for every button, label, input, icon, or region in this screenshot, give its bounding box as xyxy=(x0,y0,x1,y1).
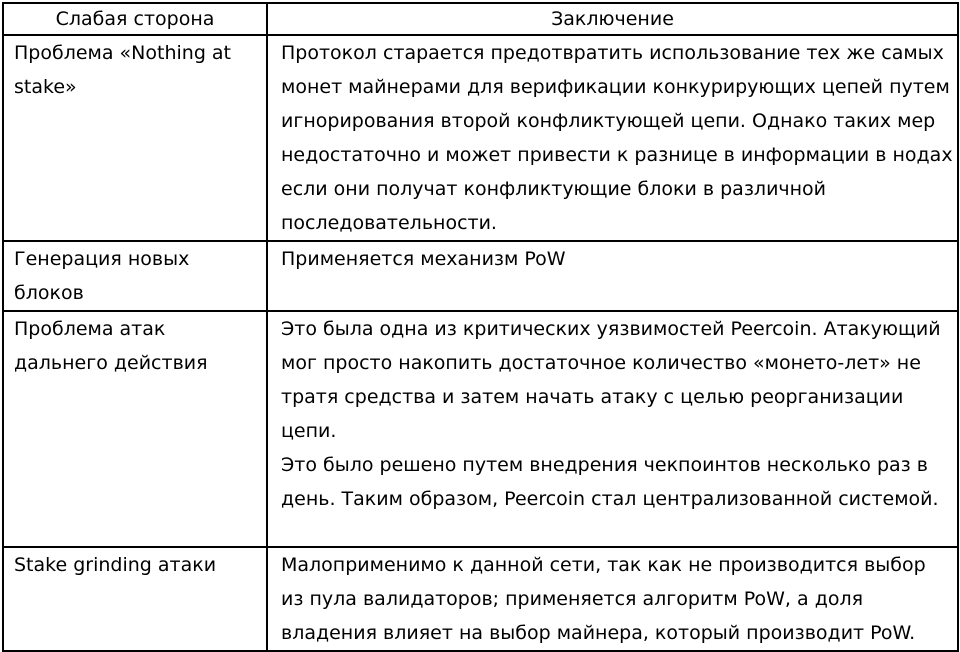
conclusion-paragraph: Протокол старается предотвратить использование тех же самых монет майнерами для верификации конкурирующих цепей путем игнорирования второй конфликтующей цепи. Однако таких мер недостаточно и может привести к разнице в информации в нодах если они получат конфликтующие блоки в различной последовательности. xyxy=(281,42,953,234)
conclusion-cell xyxy=(267,311,958,547)
table-row xyxy=(3,547,958,651)
table-row xyxy=(3,241,958,311)
weakness-cell: Генерация новых блоков xyxy=(3,241,267,311)
weakness-cell: Stake grinding атаки xyxy=(3,547,267,651)
conclusion-paragraph: Малоприменимо к данной сети, так как не производится выбор из пула валидаторов; применяется алгоритм PoW, а доля владения влияет на выбор майнера, который производит PoW. xyxy=(281,554,926,644)
conclusion-cell xyxy=(267,35,958,241)
conclusion-cell xyxy=(267,547,958,651)
header-weakness: Слабая сторона xyxy=(3,3,267,35)
header-conclusion: Заключение xyxy=(267,3,958,35)
header-row xyxy=(3,3,958,35)
conclusion-paragraph: Это была одна из критических уязвимостей Peercoin. Атакующий мог просто накопить достаточное количество «монето-лет» не тратя средства и затем начать атаку с целью реорганизации цепи. xyxy=(281,318,941,442)
table-row xyxy=(3,35,958,241)
weakness-cell: Проблема «Nothing at stake» xyxy=(3,35,267,241)
weakness-cell: Проблема атак дальнего действия xyxy=(3,311,267,547)
comparison-table xyxy=(2,2,959,652)
conclusion-cell xyxy=(267,241,958,311)
conclusion-paragraph: Применяется механизм PoW xyxy=(281,248,566,270)
table-row xyxy=(3,311,958,547)
conclusion-paragraph: Это было решено путем внедрения чекпоинтов несколько раз в день. Таким образом, Peercoin стал централизованной системой. xyxy=(281,454,939,510)
